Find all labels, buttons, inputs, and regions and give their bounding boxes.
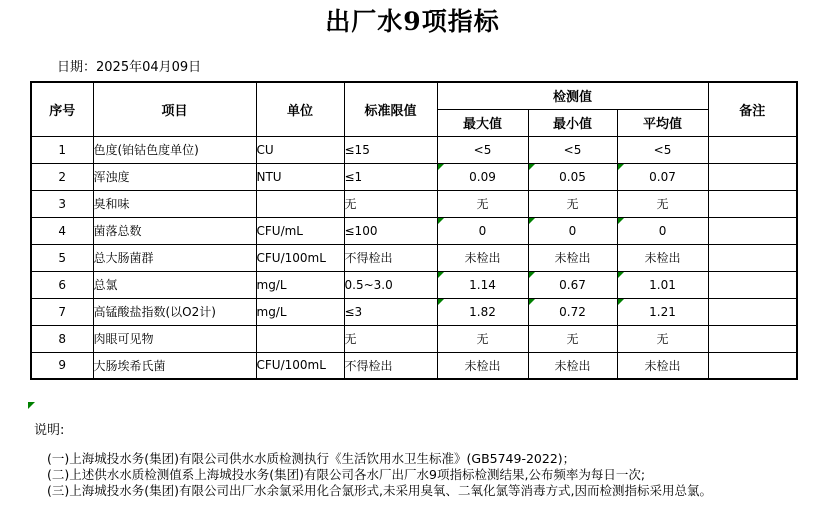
- cell-unit: NTU: [256, 163, 344, 190]
- cell-unit: [256, 190, 344, 217]
- cell-max: 1.14: [437, 271, 528, 298]
- cell-max: 0: [437, 217, 528, 244]
- cell-item: 臭和味: [93, 190, 256, 217]
- cell-min: 无: [528, 325, 617, 352]
- cell-index: 9: [31, 352, 93, 379]
- col-header-item: 项目: [93, 82, 256, 136]
- table-row: [31, 244, 797, 271]
- cell-max: 未检出: [437, 352, 528, 379]
- cell-standard: 不得检出: [344, 352, 437, 379]
- cell-remark: [708, 271, 797, 298]
- col-header-standard: 标准限值: [344, 82, 437, 136]
- cell-min: <5: [528, 136, 617, 163]
- cell-item: 菌落总数: [93, 217, 256, 244]
- col-header-detection: 检测值: [437, 82, 708, 109]
- cell-min: 无: [528, 190, 617, 217]
- cell-remark: [708, 244, 797, 271]
- table-row: [31, 298, 797, 325]
- cell-remark: [708, 352, 797, 379]
- cell-index: 7: [31, 298, 93, 325]
- cell-standard: 无: [344, 190, 437, 217]
- cell-standard: ≤1: [344, 163, 437, 190]
- cell-unit: mg/L: [256, 271, 344, 298]
- note-line: (三)上海城投水务(集团)有限公司出厂水余氯采用化合氯形式,未采用臭氧、二氧化氯等消毒方式,因而检测指标采用总氯。: [47, 483, 712, 498]
- cell-unit: CFU/100mL: [256, 352, 344, 379]
- cell-item: 浑浊度: [93, 163, 256, 190]
- text-format-flag-icon: [618, 272, 624, 278]
- cell-remark: [708, 190, 797, 217]
- green-flag-icon: [28, 402, 35, 409]
- table-row: [31, 352, 797, 379]
- cell-min: 0.67: [528, 271, 617, 298]
- cell-item: 大肠埃希氏菌: [93, 352, 256, 379]
- cell-unit: CFU/mL: [256, 217, 344, 244]
- report-date: 日期：2025年04月09日: [57, 60, 202, 75]
- text-format-flag-icon: [618, 164, 624, 170]
- col-header-avg: 平均值: [617, 109, 708, 136]
- cell-item: 色度(铂钴色度单位): [93, 136, 256, 163]
- table-row: [31, 271, 797, 298]
- cell-unit: mg/L: [256, 298, 344, 325]
- col-header-min: 最小值: [528, 109, 617, 136]
- cell-avg: 1.01: [617, 271, 708, 298]
- text-format-flag-icon: [529, 272, 535, 278]
- cell-max: 0.09: [437, 163, 528, 190]
- text-format-flag-icon: [438, 272, 444, 278]
- cell-remark: [708, 298, 797, 325]
- text-format-flag-icon: [529, 164, 535, 170]
- cell-max: <5: [437, 136, 528, 163]
- cell-unit: [256, 325, 344, 352]
- cell-remark: [708, 325, 797, 352]
- table-header: [31, 82, 797, 136]
- indicators-table: [30, 81, 798, 380]
- page-title: 出厂水9项指标: [325, 7, 500, 36]
- cell-index: 5: [31, 244, 93, 271]
- cell-min: 0.72: [528, 298, 617, 325]
- text-format-flag-icon: [438, 218, 444, 224]
- cell-avg: 未检出: [617, 244, 708, 271]
- cell-index: 1: [31, 136, 93, 163]
- cell-unit: CFU/100mL: [256, 244, 344, 271]
- cell-item: 总氯: [93, 271, 256, 298]
- text-format-flag-icon: [529, 299, 535, 305]
- text-format-flag-icon: [618, 218, 624, 224]
- cell-index: 2: [31, 163, 93, 190]
- cell-min: 未检出: [528, 244, 617, 271]
- cell-standard: ≤3: [344, 298, 437, 325]
- notes-list: [47, 451, 807, 499]
- table-row: [31, 136, 797, 163]
- cell-avg: 未检出: [617, 352, 708, 379]
- note-line: (二)上述供水水质检测值系上海城投水务(集团)有限公司各水厂出厂水9项指标检测结果,公布频率为每日一次;: [47, 467, 646, 482]
- table-row: [31, 217, 797, 244]
- cell-item: 总大肠菌群: [93, 244, 256, 271]
- col-header-remark: 备注: [708, 82, 797, 136]
- notes-label: 说明:: [34, 423, 65, 438]
- cell-min: 0: [528, 217, 617, 244]
- cell-avg: 0: [617, 217, 708, 244]
- cell-item: 高锰酸盐指数(以O2计): [93, 298, 256, 325]
- cell-avg: 无: [617, 190, 708, 217]
- text-format-flag-icon: [618, 299, 624, 305]
- cell-standard: 不得检出: [344, 244, 437, 271]
- cell-standard: ≤100: [344, 217, 437, 244]
- cell-min: 未检出: [528, 352, 617, 379]
- cell-min: 0.05: [528, 163, 617, 190]
- col-header-max: 最大值: [437, 109, 528, 136]
- cell-remark: [708, 217, 797, 244]
- cell-index: 8: [31, 325, 93, 352]
- cell-standard: ≤15: [344, 136, 437, 163]
- table-row: [31, 190, 797, 217]
- cell-standard: 无: [344, 325, 437, 352]
- cell-index: 6: [31, 271, 93, 298]
- cell-remark: [708, 163, 797, 190]
- col-header-index: 序号: [31, 82, 93, 136]
- text-format-flag-icon: [438, 299, 444, 305]
- cell-index: 4: [31, 217, 93, 244]
- cell-max: 1.82: [437, 298, 528, 325]
- cell-max: 无: [437, 325, 528, 352]
- text-format-flag-icon: [529, 218, 535, 224]
- cell-max: 无: [437, 190, 528, 217]
- cell-remark: [708, 136, 797, 163]
- table-body: [31, 136, 797, 379]
- table-row: [31, 325, 797, 352]
- note-line: (一)上海城投水务(集团)有限公司供水水质检测执行《生活饮用水卫生标准》(GB5749-2022)；: [47, 451, 576, 466]
- table-row: [31, 163, 797, 190]
- header-row-top: [31, 82, 797, 109]
- cell-avg: 无: [617, 325, 708, 352]
- cell-avg: 0.07: [617, 163, 708, 190]
- cell-item: 肉眼可见物: [93, 325, 256, 352]
- cell-unit: CU: [256, 136, 344, 163]
- col-header-unit: 单位: [256, 82, 344, 136]
- text-format-flag-icon: [438, 164, 444, 170]
- cell-avg: 1.21: [617, 298, 708, 325]
- cell-avg: <5: [617, 136, 708, 163]
- cell-max: 未检出: [437, 244, 528, 271]
- cell-standard: 0.5~3.0: [344, 271, 437, 298]
- cell-index: 3: [31, 190, 93, 217]
